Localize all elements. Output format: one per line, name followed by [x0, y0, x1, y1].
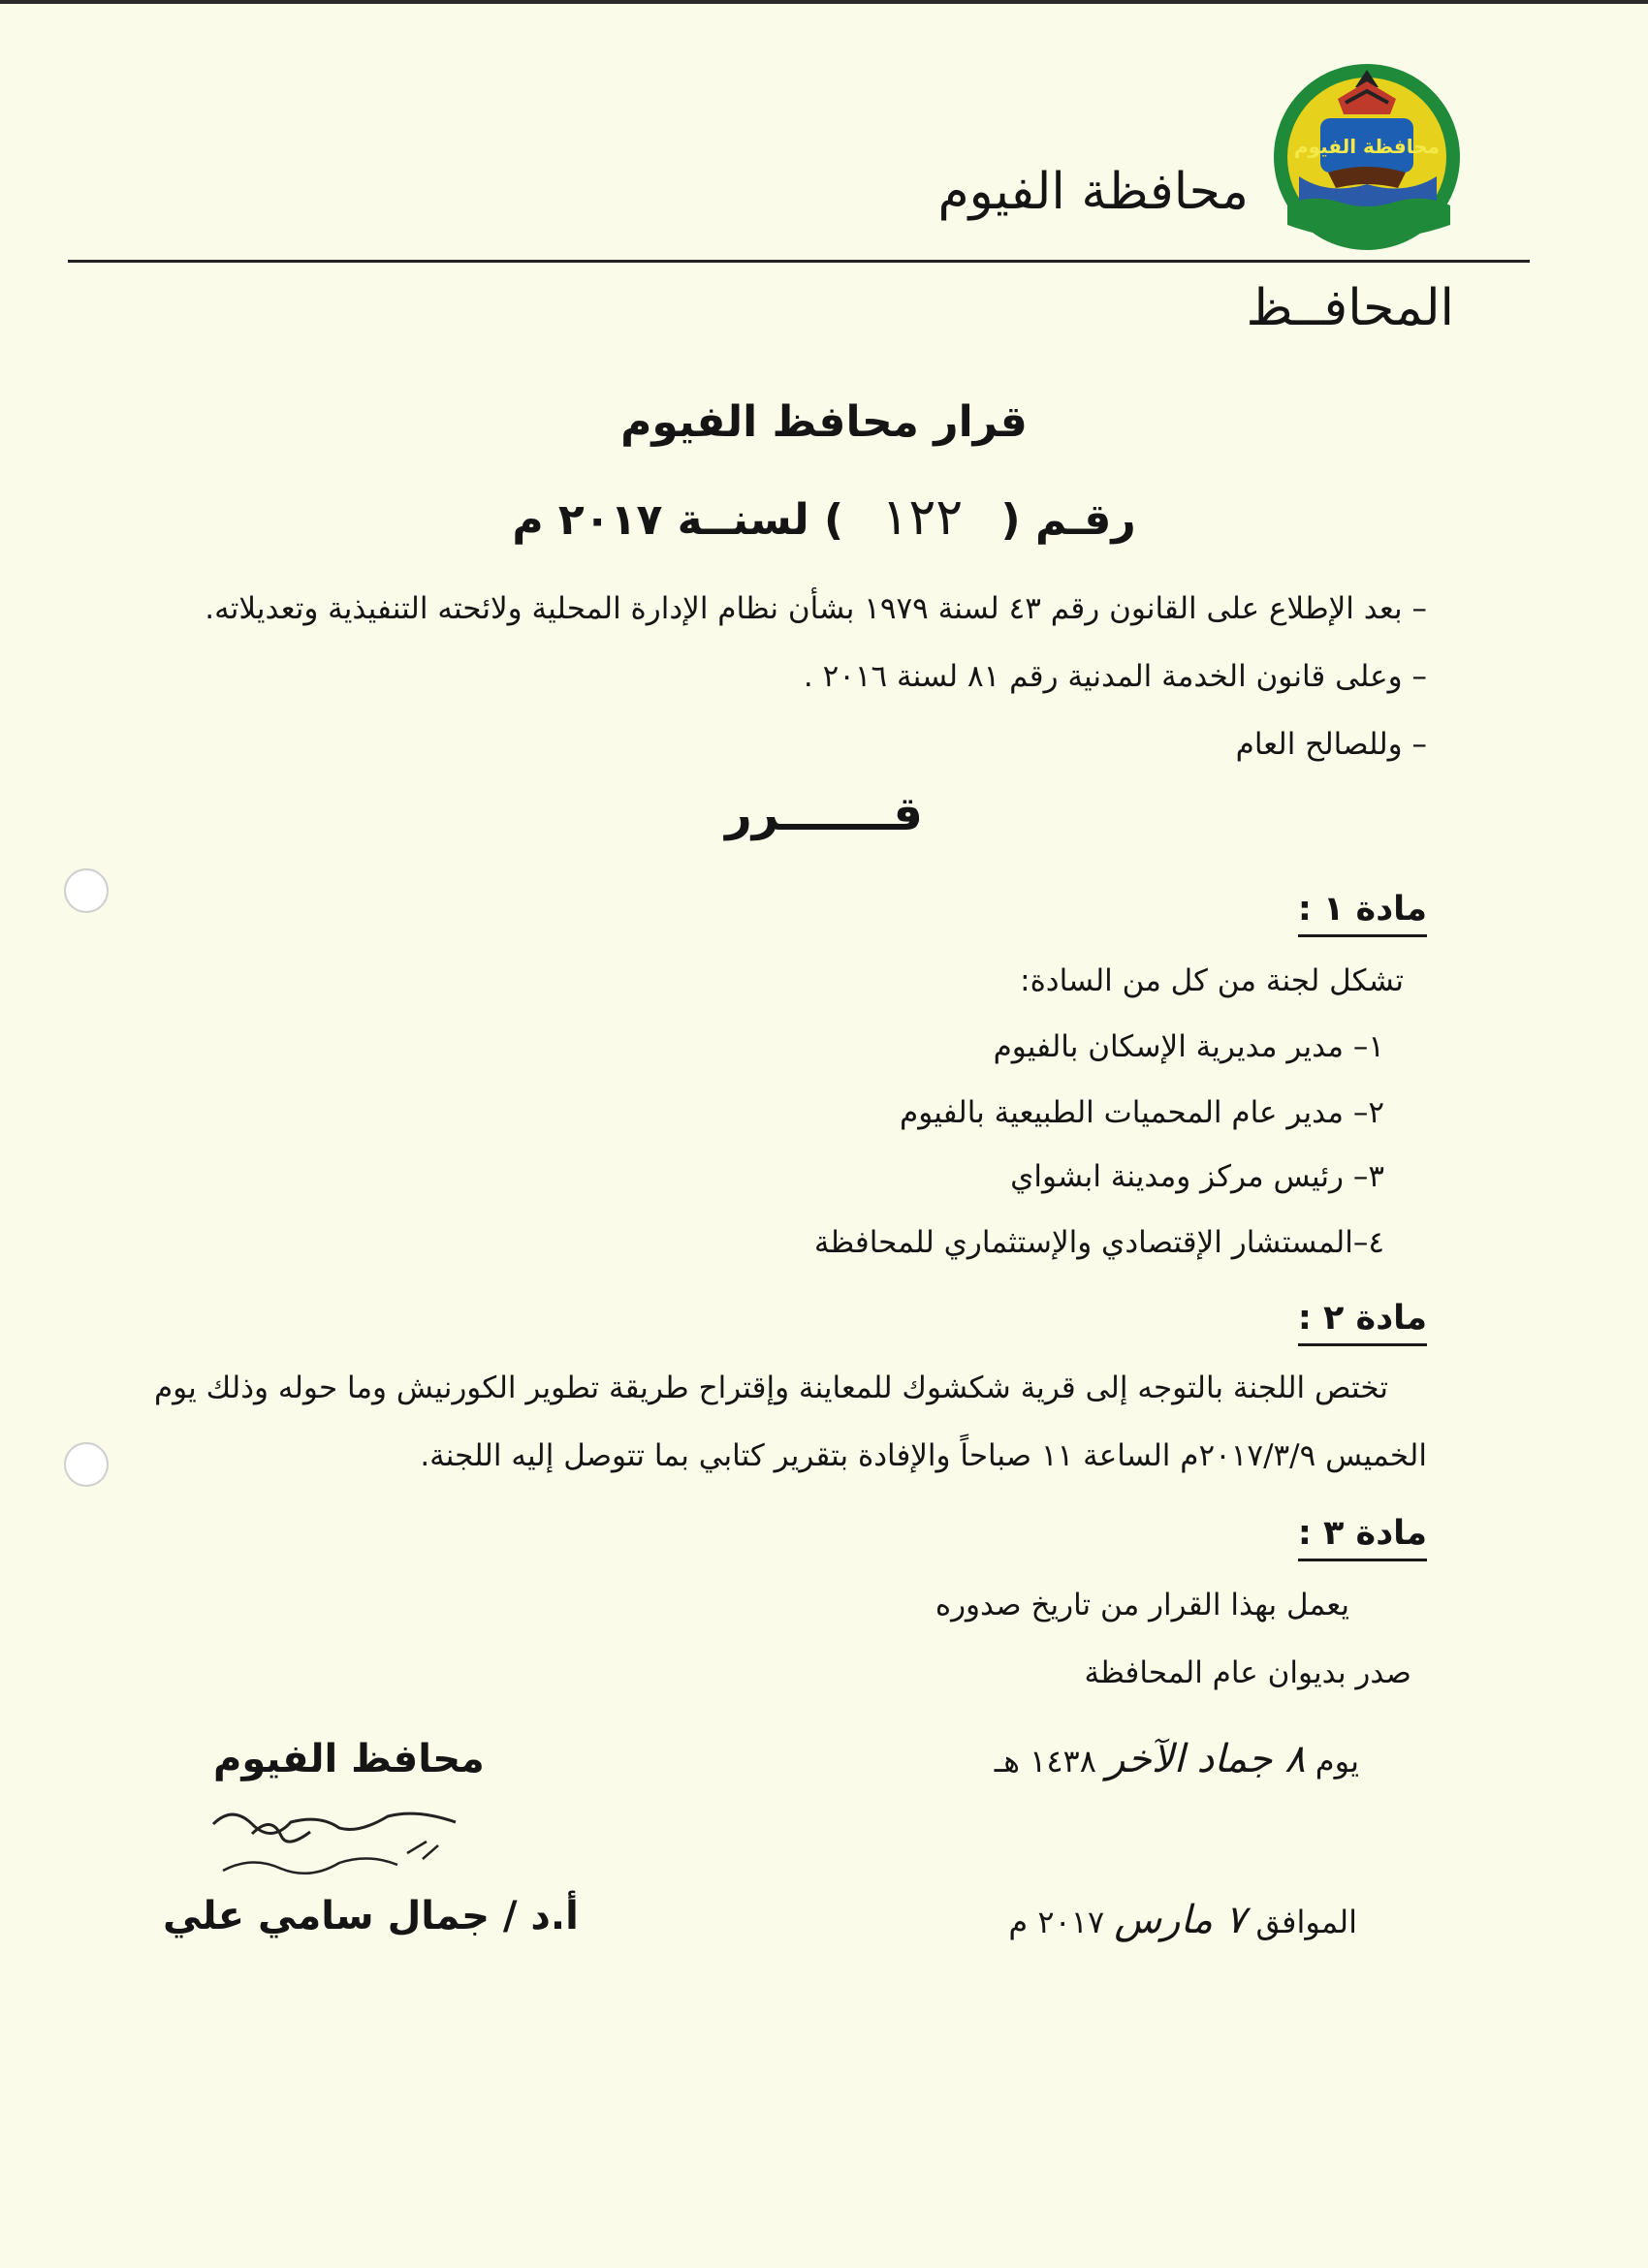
hijri-handwritten: ٨ جماد الآخر: [1106, 1737, 1306, 1781]
governorate-logo: [1270, 60, 1464, 254]
gregorian-prefix: الموافق: [1255, 1904, 1357, 1940]
gregorian-date: [1008, 1898, 1357, 1942]
preamble-item: – وللصالح العام: [1235, 727, 1427, 762]
article-3-text: يعمل بهذا القرار من تاريخ صدوره: [935, 1588, 1349, 1622]
office-title: المحافــظ: [1246, 279, 1454, 337]
preamble-item: – بعد الإطلاع على القانون رقم ٤٣ لسنة ١٩٧٩ بشأن نظام الإدارة المحلية ولائحته التنفيذية وتعديلاته.: [205, 591, 1427, 626]
committee-member: ٤–المستشار الإقتصادي والإستثماري للمحافظة: [813, 1225, 1384, 1260]
gregorian-handwritten: ٧ مارس: [1114, 1898, 1247, 1942]
article-3-heading: مادة ٣ :: [1298, 1514, 1427, 1561]
punch-hole: [64, 868, 109, 913]
number-suffix: ) لسنــة ٢٠١٧ م: [512, 495, 844, 545]
committee-member: ١– مدير مديرية الإسكان بالفيوم: [993, 1029, 1384, 1064]
handwritten-signature: [194, 1795, 485, 1892]
article-1-intro: تشكل لجنة من كل من السادة:: [1020, 963, 1404, 998]
article-1-heading: مادة ١ :: [1298, 890, 1427, 937]
governorate-name: محافظة الفيوم: [937, 163, 1249, 221]
article-2-heading: مادة ٢ :: [1298, 1299, 1427, 1346]
number-prefix: رقـم (: [1000, 495, 1136, 545]
scan-edge-line: [0, 0, 1648, 4]
gregorian-year: ٢٠١٧ م: [1008, 1904, 1105, 1940]
signature-role: محافظ الفيوم: [213, 1737, 485, 1781]
article-2-text: تختص اللجنة بالتوجه إلى قرية شكشوك للمعاينة وإقتراح طريقة تطوير الكورنيش وما حوله وذلك يوم: [153, 1370, 1388, 1405]
decision-number-line: [0, 488, 1648, 547]
article-2-text: الخميس ٢٠١٧/٣/٩م الساعة ١١ صباحاً والإفادة بتقرير كتابي بما تتوصل إليه اللجنة.: [420, 1438, 1427, 1473]
hijri-date: [995, 1737, 1359, 1781]
preamble-item: – وعلى قانون الخدمة المدنية رقم ٨١ لسنة ٢٠١٦ .: [803, 659, 1427, 694]
handwritten-decision-number: ١٢٢: [881, 488, 964, 547]
decides-label: قـــــــرر: [725, 787, 923, 841]
hijri-prefix: يوم: [1315, 1743, 1359, 1780]
logo-text: محافظة الفيوم: [1293, 135, 1441, 158]
committee-member: ٣– رئيس مركز ومدينة ابشواي: [1010, 1159, 1384, 1194]
committee-member: ٢– مدير عام المحميات الطبيعية بالفيوم: [900, 1095, 1384, 1130]
hijri-year: ١٤٣٨ هـ: [994, 1743, 1096, 1780]
header-divider: [68, 260, 1530, 263]
punch-hole: [64, 1442, 109, 1487]
article-3-text: صدر بديوان عام المحافظة: [1084, 1655, 1411, 1690]
decision-title: قرار محافظ الفيوم: [620, 397, 1028, 447]
signatory-name: أ.د / جمال سامي علي: [163, 1894, 579, 1938]
